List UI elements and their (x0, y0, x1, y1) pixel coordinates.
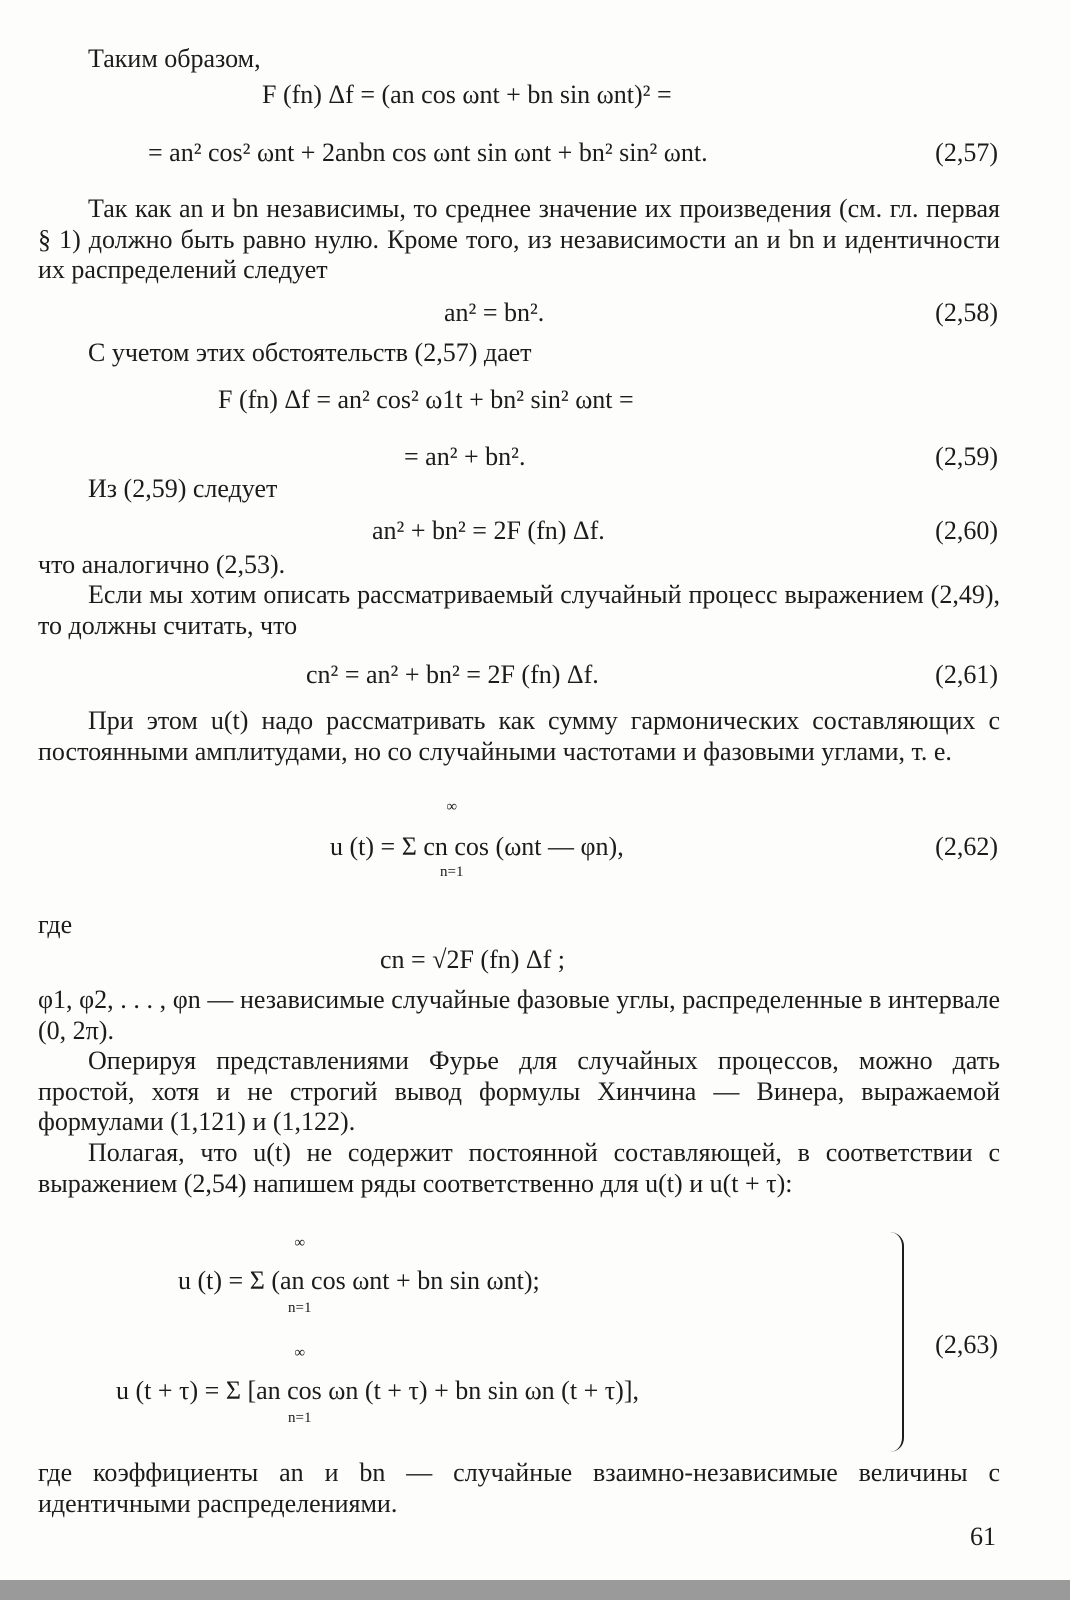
paragraph: Полагая, что u(t) не содержит постоянной составляющей, в соответствии с выражением (2,54) напишем ряды соответственно для u(t) и u(t + τ): (38, 1138, 1000, 1198)
equation-2-63-line1: u (t) = Σ (an cos ωnt + bn sin ωnt); (178, 1266, 540, 1295)
scan-edge (0, 1580, 1070, 1600)
equation-2-59-line1: F (fn) Δf = an² cos² ω1t + bn² sin² ωnt = (218, 385, 634, 414)
paragraph: где коэффициенты an и bn — случайные взаимно-независимые величины с идентичными распределениями. (38, 1458, 1000, 1518)
paragraph: φ1, φ2, . . . , φn — независимые случайные фазовые углы, распределенные в интервале (0, 2π). (38, 985, 1000, 1045)
equation-number: (2,60) (935, 516, 998, 545)
equation-number: (2,63) (935, 1330, 998, 1359)
equation-2-61: cn² = an² + bn² = 2F (fn) Δf. (306, 660, 599, 689)
sum-upper-limit: ∞ (446, 799, 458, 815)
paragraph: Так как an и bn независимы, то среднее значение их произведения (см. гл. первая § 1) должно быть равно нулю. Кроме того, из независимости an и bn и идентичности их распределений следует (38, 194, 1000, 285)
sum-lower-limit: n=1 (288, 1410, 312, 1426)
summation-symbol (288, 1346, 311, 1426)
right-brace (888, 1232, 904, 1452)
equation-number: (2,61) (935, 660, 998, 689)
equation-2-57-line2: = an² cos² ωnt + 2anbn cos ωnt sin ωnt + bn² sin² ωnt. (148, 138, 708, 167)
sum-upper-limit: ∞ (294, 1235, 306, 1251)
text-line: что аналогично (2,53). (38, 550, 286, 579)
paragraph: Если мы хотим описать рассматриваемый случайный процесс выражением (2,49), то должны считать, что (38, 580, 1000, 640)
equation-2-63-line2: u (t + τ) = Σ [an cos ωn (t + τ) + bn sin ωn (t + τ)], (116, 1376, 639, 1405)
equation-number: (2,58) (935, 298, 998, 327)
equation-number: (2,62) (935, 832, 998, 861)
equation-number: (2,59) (935, 442, 998, 471)
text-line: где (38, 910, 73, 939)
sum-lower-limit: n=1 (288, 1300, 312, 1316)
equation-2-60: an² + bn² = 2F (fn) Δf. (372, 516, 605, 545)
text-line: Таким образом, (88, 44, 261, 73)
sum-upper-limit: ∞ (294, 1345, 306, 1361)
equation-2-59-line2: = an² + bn². (404, 442, 526, 471)
paragraph: Оперируя представлениями Фурье для случайных процессов, можно дать простой, хотя и не строгий вывод формулы Хинчина — Винера, выражаемой формулами (1,121) и (1,122). (38, 1046, 1000, 1137)
equation-2-58: an² = bn². (444, 298, 545, 327)
text-line: Из (2,59) следует (88, 474, 278, 503)
text-line: С учетом этих обстоятельств (2,57) дает (88, 338, 532, 367)
equation-2-62: u (t) = Σ cn cos (ωnt — φn), (330, 832, 624, 861)
equation-number: (2,57) (935, 138, 998, 167)
page-number: 61 (970, 1522, 996, 1551)
equation-cn: cn = √2F (fn) Δf ; (380, 945, 566, 974)
sum-lower-limit: n=1 (440, 864, 464, 880)
equation-2-57-line1: F (fn) Δf = (an cos ωnt + bn sin ωnt)² = (262, 80, 672, 109)
summation-symbol (288, 1236, 311, 1316)
summation-symbol (440, 800, 463, 880)
paragraph: При этом u(t) надо рассматривать как сумму гармонических составляющих с постоянными амплитудами, но со случайными частотами и фазовыми углами, т. е. (38, 706, 1000, 766)
